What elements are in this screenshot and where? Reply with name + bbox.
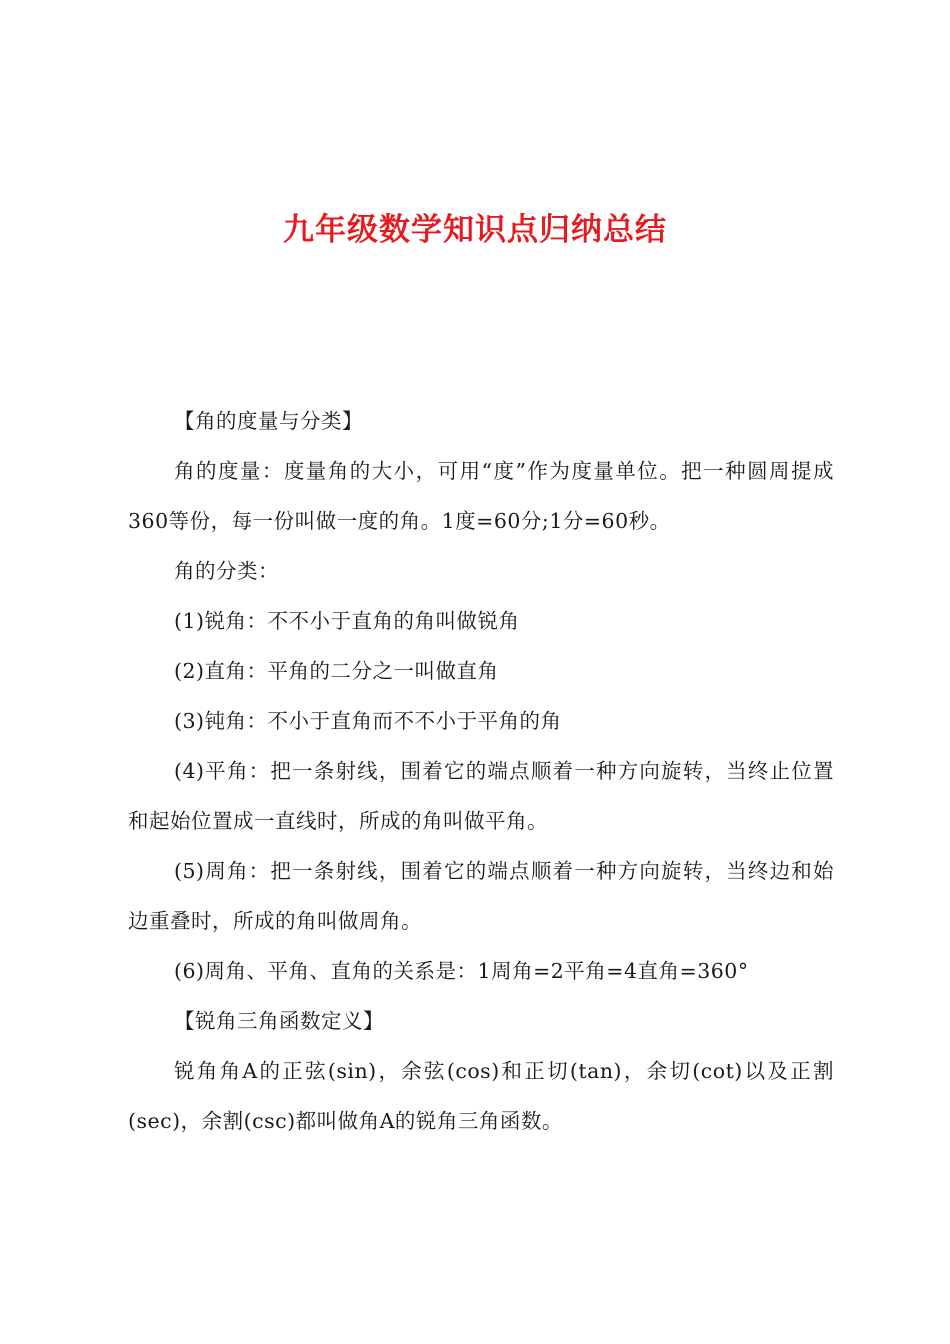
document-body bbox=[128, 396, 834, 1146]
list-item-angle-relations: (6)周角、平角、直角的关系是：1周角=2平角=4直角=360° bbox=[174, 959, 749, 983]
list-item-right-angle: (2)直角：平角的二分之一叫做直角 bbox=[174, 659, 499, 683]
paragraph-trig-definition: 锐角角A的正弦(sin)，余弦(cos)和正切(tan)，余切(cot)以及正割(sec)，余割(csc)都叫做角A的锐角三角函数。 bbox=[128, 1059, 834, 1133]
list-item-acute-angle: (1)锐角：不不小于直角的角叫做锐角 bbox=[174, 609, 520, 633]
section-heading-trig-definition: 【锐角三角函数定义】 bbox=[174, 1009, 384, 1033]
list-item-obtuse-angle: (3)钝角：不小于直角而不不小于平角的角 bbox=[174, 709, 562, 733]
paragraph-angle-measure: 角的度量：度量角的大小，可用“度”作为度量单位。把一种圆周提成360等份，每一份叫做一度的角。1度=60分;1分=60秒。 bbox=[128, 459, 834, 533]
paragraph-angle-classification: 角的分类： bbox=[174, 559, 279, 583]
list-item-full-angle: (5)周角：把一条射线，围着它的端点顺着一种方向旋转，当终边和始边重叠时，所成的角叫做周角。 bbox=[128, 859, 834, 933]
list-item-straight-angle: (4)平角：把一条射线，围着它的端点顺着一种方向旋转，当终止位置和起始位置成一直线时，所成的角叫做平角。 bbox=[128, 759, 834, 833]
document-title: 九年级数学知识点归纳总结 bbox=[283, 212, 667, 248]
section-heading-angle-measure-classification: 【角的度量与分类】 bbox=[174, 409, 363, 433]
